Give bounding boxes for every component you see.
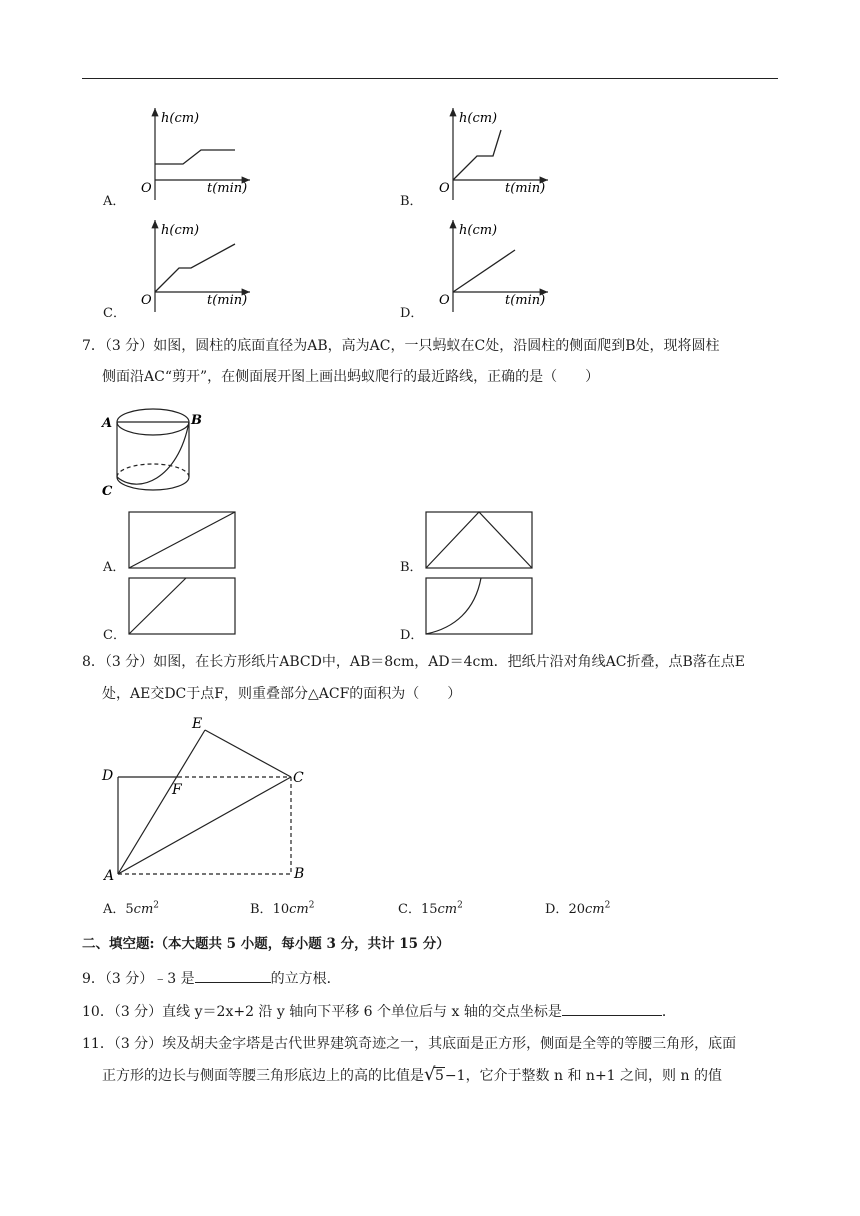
fig-label-e: E (192, 716, 203, 732)
graph-d-x-label: t(min) (505, 293, 546, 308)
q8-answer-d: D．$20cm^2$ (545, 900, 611, 917)
sqrt5-expression: √ 5 (424, 1064, 444, 1085)
graph-a (141, 108, 250, 200)
q7-options-right (425, 510, 535, 638)
q8-rectangle-figure (96, 712, 316, 887)
cyl-label-a: A (102, 416, 113, 431)
q6-option-b-label: B． (400, 194, 423, 209)
graph-d-y-label: h(cm) (459, 223, 498, 238)
q7-option-c-label: C． (103, 628, 126, 643)
q6-option-c-label: C． (103, 306, 126, 321)
header-rule (82, 78, 778, 79)
q7-option-b-label: B． (400, 560, 423, 575)
q11-stem-line2: 正方形的边长与侧面等腰三角形底边上的高的比值是 √ 5−1，它介于整数 n 和 n+1 之间，则 n 的值 (102, 1064, 722, 1085)
graph-b-y-label: h(cm) (459, 111, 498, 126)
graph-c-origin: O (141, 293, 152, 308)
q9-line: 9．（3 分）﹣3 是 的立方根． (82, 968, 782, 989)
q7-stem-line1: 7．（3 分）如图，圆柱的底面直径为AB，高为AC，一只蚂蚁在C处，沿圆柱的侧面爬到B处，现将圆柱 (82, 338, 720, 354)
cyl-label-c: C (102, 484, 113, 499)
q8-stem-line1: 8．（3 分）如图，在长方形纸片ABCD中，AB＝8cm，AD＝4cm．把纸片沿对角线AC折叠，点B落在点E (82, 654, 745, 670)
graph-b-origin: O (439, 181, 450, 196)
fig-label-d: D (102, 768, 114, 784)
graph-c-x-label: t(min) (207, 293, 248, 308)
graph-d (439, 220, 548, 312)
graph-b (439, 108, 548, 200)
q8-answer-c: C．$15cm^2$ (398, 900, 463, 917)
q6-option-a-label: A． (103, 194, 126, 209)
q10-answer-blank[interactable] (562, 1001, 662, 1016)
cyl-label-b: B (191, 413, 202, 428)
graph-c-y-label: h(cm) (161, 223, 200, 238)
q7-options-left (128, 510, 238, 638)
graph-a-x-label: t(min) (207, 181, 248, 196)
section2-title: 二、填空题:（本大题共 5 小题，每小题 3 分，共计 15 分） (82, 936, 450, 952)
q8-answer-a: A．$5cm^2$ (103, 900, 160, 917)
q6-graphs (95, 100, 575, 325)
q7-cylinder-figure (98, 400, 208, 500)
q8-answer-b: B．$10cm^2$ (250, 900, 315, 917)
graph-b-x-label: t(min) (505, 181, 546, 196)
graph-d-origin: O (439, 293, 450, 308)
q6-option-d-label: D． (400, 306, 424, 321)
q7-option-d-label: D． (400, 628, 424, 643)
q10-line: 10．（3 分）直线 y＝2x+2 沿 y 轴向下平移 6 个单位后与 x 轴的交点坐标是 ． (82, 1001, 782, 1022)
fig-label-a: A (104, 868, 115, 884)
q7-option-a-label: A． (103, 560, 126, 575)
graph-a-y-label: h(cm) (161, 111, 200, 126)
fig-label-c: C (293, 770, 304, 786)
graph-a-origin: O (141, 181, 152, 196)
q8-stem-line2: 处，AE交DC于点F，则重叠部分△ACF的面积为（ ） (102, 686, 462, 702)
q9-answer-blank[interactable] (195, 968, 271, 983)
fig-label-b: B (294, 866, 305, 882)
q7-stem-line2: 侧面沿AC“剪开”，在侧面展开图上画出蚂蚁爬行的最近路线，正确的是（ ） (102, 369, 600, 385)
graph-c (141, 220, 250, 312)
fig-label-f: F (172, 782, 182, 798)
q11-stem-line1: 11．（3 分）埃及胡夫金字塔是古代世界建筑奇迹之一，其底面是正方形，侧面是全等的等腰三角形，底面 (82, 1036, 737, 1052)
